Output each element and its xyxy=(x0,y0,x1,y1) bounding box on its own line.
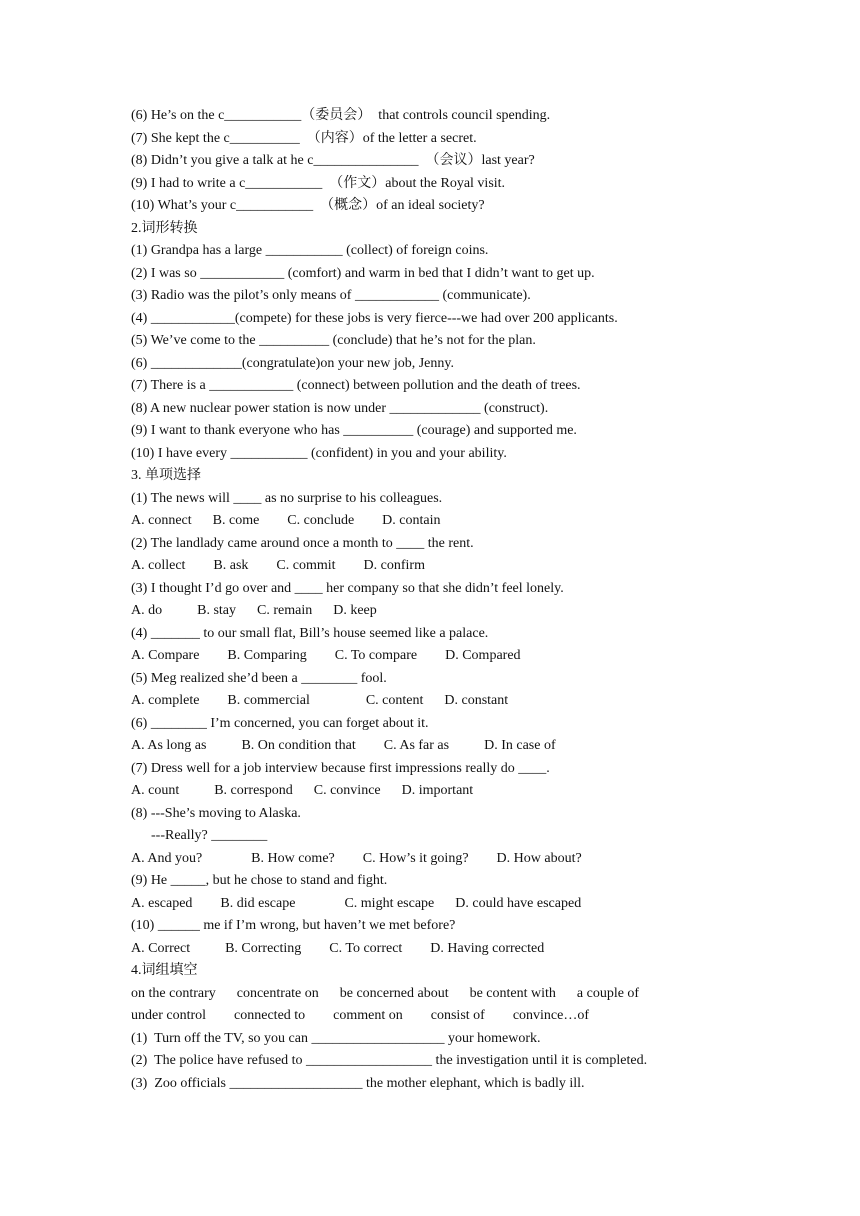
question-line: (6) ________ I’m concerned, you can forget about it. xyxy=(131,715,429,731)
question-line: (9) He _____, but he chose to stand and fight. xyxy=(131,873,388,888)
exercise-line: (1) Grandpa has a large ___________ (collect) of foreign coins. xyxy=(131,243,489,258)
exercise-line: (1) Turn off the TV, so you can ___________________ your homework. xyxy=(131,1030,541,1046)
exercise-line: (2) The police have refused to __________________ the investigation until it is completed. xyxy=(131,1053,648,1068)
section-heading: 3. 单项选择 xyxy=(131,468,201,483)
options-line: A. do B. stay C. remain D. keep xyxy=(131,603,377,618)
dialogue-reply-line: ---Really? ________ xyxy=(151,828,268,843)
exercise-line: (7) There is a ____________ (connect) between pollution and the death of trees. xyxy=(131,378,581,393)
question-line: (4) _______ to our small flat, Bill’s house seemed like a palace. xyxy=(131,625,489,641)
options-line: A. complete B. commercial C. content D. constant xyxy=(131,693,509,708)
question-line: (2) The landlady came around once a month to ____ the rent. xyxy=(131,535,474,551)
question-line: (5) Meg realized she’d been a ________ fool. xyxy=(131,670,387,686)
exercise-line: (6) He’s on the c___________（委员会） that controls council spending. xyxy=(131,108,551,123)
exercise-line: (10) What’s your c___________ （概念）of an ideal society? xyxy=(131,198,485,213)
exercise-line: (3) Zoo officials ___________________ the mother elephant, which is badly ill. xyxy=(131,1075,585,1091)
options-line: A. escaped B. did escape C. might escape D. could have escaped xyxy=(131,895,582,911)
options-line: A. Compare B. Comparing C. To compare D. Compared xyxy=(131,648,521,663)
options-line: A. collect B. ask C. commit D. confirm xyxy=(131,558,425,573)
options-line: A. connect B. come C. conclude D. contain xyxy=(131,513,441,528)
question-line: (10) ______ me if I’m wrong, but haven’t we met before? xyxy=(131,918,456,933)
exercise-line: (7) She kept the c__________ （内容）of the letter a secret. xyxy=(131,130,477,146)
phrase-bank-line: on the contrary concentrate on be concerned about be content with a couple of xyxy=(131,985,640,1001)
exercise-line: (8) Didn’t you give a talk at he c_______________ （会议）last year? xyxy=(131,153,535,168)
exercise-line: (5) We’ve come to the __________ (conclude) that he’s not for the plan. xyxy=(131,333,536,348)
question-line: (3) I thought I’d go over and ____ her company so that she didn’t feel lonely. xyxy=(131,580,564,596)
exercise-line: (6) _____________(congratulate)on your new job, Jenny. xyxy=(131,355,454,371)
question-line: (7) Dress well for a job interview because first impressions really do ____. xyxy=(131,760,550,776)
section-heading: 2.词形转换 xyxy=(131,220,198,236)
exercise-line: (4) ____________(compete) for these jobs is very fierce---we had over 200 applicants. xyxy=(131,310,618,326)
exercise-line: (2) I was so ____________ (comfort) and warm in bed that I didn’t want to get up. xyxy=(131,265,595,281)
question-line: (1) The news will ____ as no surprise to his colleagues. xyxy=(131,490,443,506)
worksheet-page xyxy=(131,105,771,1095)
options-line: A. And you? B. How come? C. How’s it going? D. How about? xyxy=(131,850,582,866)
options-line: A. count B. correspond C. convince D. important xyxy=(131,783,474,798)
question-line: (8) ---She’s moving to Alaska. xyxy=(131,805,301,821)
exercise-line: (9) I want to thank everyone who has __________ (courage) and supported me. xyxy=(131,423,577,438)
section-heading: 4.词组填空 xyxy=(131,963,198,978)
exercise-line: (9) I had to write a c___________ （作文）about the Royal visit. xyxy=(131,175,506,191)
exercise-line: (3) Radio was the pilot’s only means of ____________ (communicate). xyxy=(131,288,531,303)
phrase-bank-line: under control connected to comment on consist of convince…of xyxy=(131,1008,590,1023)
options-line: A. As long as B. On condition that C. As far as D. In case of xyxy=(131,738,556,753)
exercise-line: (8) A new nuclear power station is now under _____________ (construct). xyxy=(131,400,549,416)
exercise-line: (10) I have every ___________ (confident) in you and your ability. xyxy=(131,445,507,461)
options-line: A. Correct B. Correcting C. To correct D. Having corrected xyxy=(131,940,545,956)
